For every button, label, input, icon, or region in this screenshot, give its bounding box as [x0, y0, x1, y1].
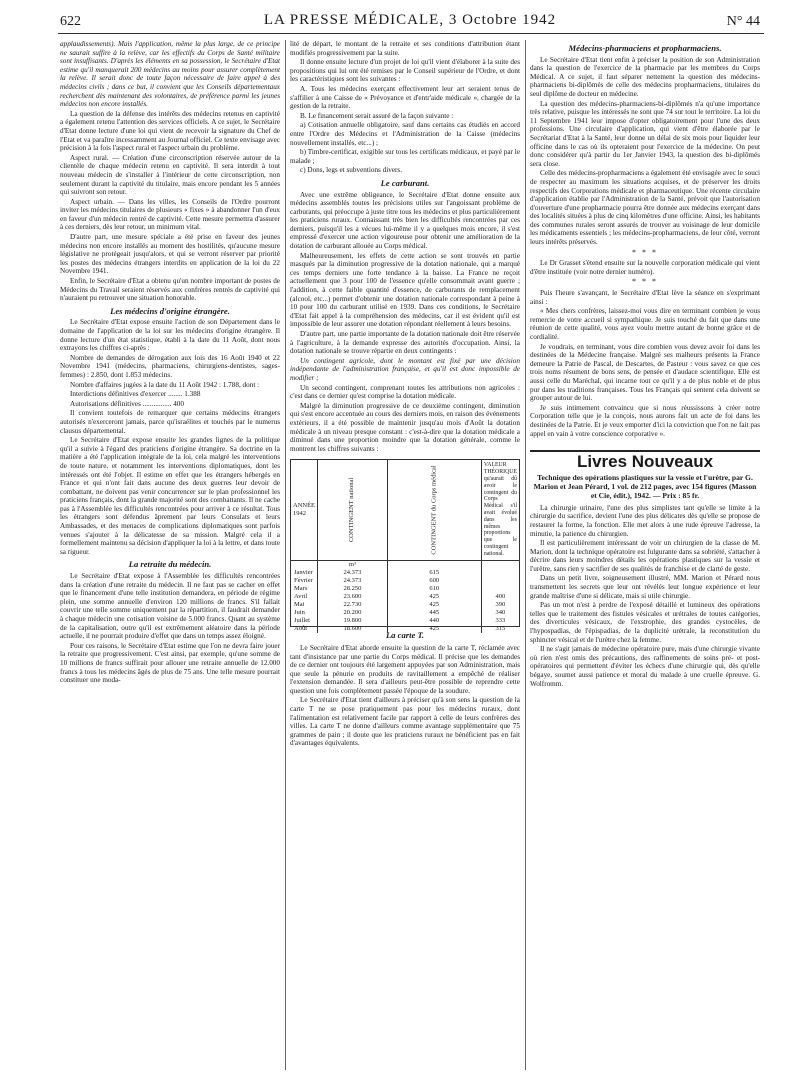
paragraph: La question des médecins-pharmaciens-bi-diplômés n'a qu'une importance très relative, puisque les intéressés ne sont que 74 sur tout le territoire. La loi du 11 Septembre 1941 leur impose d'opter obligatoirement pour l'une des deux professions. Une circulaire d'application, qui vient d'être élaborée par le Secrétariat d'Etat à la Santé, leur donne un délai de six mois pour liquider leur officine dans le cas où ils opteraient pour l'exercice de la médecine. On peut donc considérer qu'à partir du 1er Janvier 1943, la question des bi-diplômés sera close.: [530, 99, 760, 168]
section-heading: Le carburant.: [380, 177, 430, 188]
paragraph: Avec une extrême obligeance, le Secrétaire d'Etat donne ensuite aux médecins assemblés toutes les précisions utiles sur l'angoissant problème de carburants, qui préoccupe à juste titre tous les médecins et plus particulièrement les praticiens ruraux. Connaissant très bien les difficultés rencontrées par ces derniers, puisqu'il les a vécues lui-même il y a quelques mois encore, il s'est empressé d'exercer une action vigoureuse pour obtenir une amélioration de la dotation de carburant allouée au Corps médical.: [290, 190, 520, 251]
paragraph: Aspect urbain. — Dans les villes, les Conseils de l'Ordre pourront inviter les médecins titulaires de plusieurs « fixes » à abandonner l'un d'eux en faveur d'un médecin rentré de captivité. Cette mesure permettra d'assurer à ces derniers, dès leur retour, un minimum vital.: [60, 197, 280, 232]
paragraph: A. Tous les médecins exerçant effectivement leur art seraient tenus de s'affilier à une Caisse de « Prévoyance et d'entr'aide médicale », chargée de la gestion de la retraite.: [290, 84, 520, 111]
page-header: [60, 10, 760, 32]
paragraph: Il convient toutefois de remarquer que certains médecins étrangers autorisés n'exerceront jamais, parce qu'israélites et touchés par le numerus clausus départemental.: [60, 409, 280, 435]
table-cell-med: 440: [387, 617, 481, 625]
paragraph: D'autre part, une mesure spéciale a été prise en faveur des jeunes médecins non encore installés au moment des hostilités, qu'aucune mesure législative ne protégeait jusqu'alors, et qui se verront réserver par priorité les postes des médecins étrangers interdits en application de la loi du 22 Novembre 1941.: [60, 233, 280, 276]
paragraph: La question de la défense des intérêts des médecins retenus en captivité a également retenu l'attention des services officiels. A ce sujet, le Secrétaire d'Etat donne lecture d'une loi qui vient de recevoir la signature du Chef de l'Etat et va paraître incessamment au Journal officiel. Ce texte envisage avec précision à la fois l'aspect rural et l'aspect urbain du problème.: [60, 109, 280, 153]
paragraph: Malheureusement, les effets de cette action se sont trouvés en partie masqués par la diminution progressive de la dotation nationale, qui a marqué ces temps derniers une forte tendance à la baisse. La France ne reçoit actuellement que 3 pour 100 de l'essence qu'elle consommait avant guerre ; l'addition, à cette faible quantité d'essence, de carburants de remplacement (alcool, etc...) permet d'obtenir une dotation nationale correspondant à peine à 10 pour 100 du carburant utilisé en 1939. Dans ces conditions, le Secrétaire d'Etat fait appel à la compréhension des médecins, car il est évident qu'il est impossible de leur assurer une dotation répondant réellement à leurs besoins.: [290, 251, 520, 329]
table-cell-month: Février: [291, 577, 318, 585]
table-unit: m³: [318, 560, 387, 569]
paragraph: Le Secrétaire d'Etat expose ensuite les grandes lignes de la politique qu'il a suivie à l'égard des praticiens d'origine étrangère. Sa doctrine en la matière a été l'application intégrale de la loi, cela malgré les interventions de toute nature, et notamment les interventions diplomatiques, dont les intéressés ont été l'objet. Il estime en effet que les étrangers hébergés en France et qui n'ont fait dans aucune des deux guerres leur devoir de combattant, ne doivent pas venir concurrencer sur le plan professionnel les praticiens français, dont la grande majorité sont des combattants. Il ne cache pas à l'Assemblée les difficultés rencontrées pour arriver à ce résultat. Tous les étrangers sont défendus âprement par leurs Consulats et leurs Ambassades, et des menaces de complications diplomatiques sont parfois venues s'ajouter à la délicatesse de sa mission. Malgré cela il a formellement maintenu sa décision d'appliquer la loi à la lettre, et dans toute sa rigueur.: [60, 436, 280, 556]
separator-stars: * * *: [632, 277, 658, 287]
table-cell-theo: [481, 569, 519, 577]
table-cell-month: Janvier: [291, 569, 318, 577]
section-heading: Les médecins d'origine étrangère.: [110, 305, 230, 316]
table-cell-nat: 22.730: [318, 601, 387, 609]
table-cell-month: Mars: [291, 585, 318, 593]
column-3: [530, 40, 760, 1072]
column-2: [290, 40, 520, 1072]
table-cell-nat: 18.600: [318, 625, 387, 633]
table-row: [291, 625, 519, 633]
paragraph: Malgré la diminution progressive de ce deuxième contingent, diminution qui s'est encore accentuée au cours des derniers mois, en raison des événements extérieurs, il a été possible de maintenir jusqu'au mois d'Août la dotation médicale à un niveau presque constant : c'est-à-dire que la dotation médicale a diminué dans une proportion moindre que la dotation générale, comme le montrent les chiffres suivants :: [290, 401, 520, 453]
paragraph: Pour ces raisons, le Secrétaire d'Etat estime que l'on ne devra faire jouer la retraite que progressivement. C'est ainsi, par exemple, qu'une somme de 10 millions de francs suffirait pour allouer une retraite annuelle de 12.000 francs à tous les médecins âgés de plus de 75 ans. Une telle mesure pourrait constituer une moda-: [60, 641, 280, 685]
livres-nouveaux-title: Livres Nouveaux: [576, 452, 714, 472]
paragraph: Le Secrétaire d'Etat tient d'ailleurs à préciser qu'à son sens la question de la carte T ne se pose pratiquement pas pour les médecins ruraux, dont l'alimentation est relativement facile par rapport à celle de leurs confrères des villes. La carte T ne donne d'ailleurs comme avantage supplémentaire que 75 grammes de pain ; il doute que les praticiens ruraux ne bénéficient pas en fait d'avantages équivalents.: [290, 696, 520, 748]
paragraph: Puis l'heure s'avançant, le Secrétaire d'Etat lève la séance en s'exprimant ainsi :: [530, 289, 760, 306]
paragraph: c) Dons, legs et subventions divers.: [300, 166, 403, 175]
statistic-line: Autorisations définitives ................ 400: [70, 399, 184, 408]
table-cell-med: 615: [387, 569, 481, 577]
table-row: [291, 601, 519, 609]
statistic-line: Interdictions définitives d'exercer ........ 1.388: [70, 390, 201, 399]
paragraph: D'autre part, une partie importante de la dotation nationale doit être réservée à l'agriculture, à la demande expresse des autorités d'occupation. Ainsi, la dotation nationale se trouve répartie en deux contingents :: [290, 330, 520, 356]
table-header-year: ANNÉE 1942: [291, 460, 318, 560]
table-row: [291, 609, 519, 617]
column-1: [60, 40, 280, 1072]
paragraph: Il donne ensuite lecture d'un projet de loi qu'il vient d'élaborer à la suite des propositions qui lui ont été remises par le Conseil supérieur de l'Ordre, et dont les caractéristiques sont les suivantes :: [290, 58, 520, 84]
paragraph: Le Secrétaire d'Etat expose ensuite l'action de son Département dans le domaine de l'application de la loi sur les médecins d'origine étrangère. Il donne lecture d'un état statistique, établi à la date du 11 Août, dont nous extrayons les chiffres ci-après :: [60, 318, 280, 353]
paragraph: Le Dr Grasset s'étend ensuite sur la nouvelle corporation médicale qui vient d'être instituée (voir notre dernier numéro).: [530, 259, 760, 276]
table-cell-nat: 23.600: [318, 593, 387, 601]
paragraph: Nombre d'affaires jugées à la date du 11 Août 1942 : 1.788, dont :: [70, 380, 260, 389]
table-cell-theo: 390: [495, 600, 506, 608]
header-rule: [58, 33, 764, 34]
paragraph: lité de départ, le montant de la retraite et ses conditions d'attribution étant modifiés progressivement par la suite.: [290, 40, 520, 57]
table-cell-month: Mai: [291, 601, 318, 609]
paragraph: Le Secrétaire d'Etat tient enfin à préciser la position de son Administration dans la question de l'exercice de la pharmacie par les membres du Corps Médical. A ce sujet, il faut séparer nettement la question des médecins-pharmaciens bi-diplômés de celle des médecins propharmaciens, titulaires du seul diplôme de docteur en médecine.: [530, 55, 760, 98]
paragraph: Le Secrétaire d'Etat expose à l'Assemblée les difficultés rencontrées dans la création d'une retraite du médecin. Il ne faut pas se cacher en effet que le financement d'une telle institution demandera, en période de régime plein, une somme annuelle d'environ 120 millions de francs. S'il fallait couvrir une telle somme uniquement par la répartition, il faudrait demander à chaque médecin une cotisation voisine de 5.000 francs. Quant au système de la capitalisation, outre qu'il est extrêmement aléatoire dans la période actuelle, il ne pourrait produire d'effet que dans un temps assez éloigné.: [60, 572, 280, 641]
table-cell-med: 445: [387, 609, 481, 617]
table-cell-nat: 24.373: [318, 569, 387, 577]
paragraph: La chirurgie urinaire, l'une des plus simplistes tant qu'elle se limite à la chirurgie du sacrifice, devient l'une des plus délicates dès qu'elle se propose de restaurer la forme, la fonction. Elle met alors à une rude épreuve l'adresse, la minutie, la patience du chirurgien.: [530, 503, 760, 538]
paragraph: Pas un mot n'est à perdre de l'exposé détaillé et lumineux des opérations telles que le traitement des fistules vésicales et urétrales de toutes catégories, des diverticules vésicaux, de l'exstrophie, des grandes cystocèles, de l'hypospadias, de l'épispadias, de la duplicité urétrale, la reconstitution du sphincter vésical et de l'urètre chez la femme.: [530, 601, 760, 644]
table-cell-nat: 19.800: [318, 617, 387, 625]
paragraph: Un contingent agricole, dont le montant est fixé par une décision indépendante de l'administration française, et qu'il est donc impossible de modifier ;: [290, 356, 520, 382]
paragraph: a) Cotisation annuelle obligatoire, sauf dans certains cas étudiés en accord entre l'Ordre des Médecins et l'Administration de la Caisse (médecins nouvellement installés, etc...) ;: [290, 121, 520, 147]
paragraph: Il ne s'agit jamais de médecine opératoire pure, mais d'une chirurgie vivante où rien n'est omis des précautions, des raffinements de soins pré- et post-opératoires qui permettent d'éviter les échecs d'une chirurgie qui, dès qu'elle bégaye, soumet aussi patience et moral du malade à une cruelle épreuve. G. Wolfromm.: [530, 645, 760, 688]
paragraph: Il est particulièrement intéressant de voir un chirurgien de la classe de M. Marion, dont la technique opératoire est fulgurante dans sa sobriété, s'attacher à décrire dans leurs moindres détails les opérations plastiques sur la vessie et l'urètre, sans rien y sacrifier de ses qualités de franchise et de clarté de geste.: [530, 539, 760, 573]
table-cell-nat: 20.200: [318, 609, 387, 617]
book-title: Technique des opérations plastiques sur la vessie et l'urètre, par G. Marion et Jean Pérard, 1 vol. de 212 pages, avec 154 figures (Masson et Cie, édit.), 1942. — Prix : 85 fr.: [533, 472, 757, 500]
paragraph: Dans un petit livre, soigneusement illustré, MM. Marion et Pérard nous transmettent les secrets que leur ont révélés leur longue expérience et leur grande maîtrise d'une si délicate, mais si utile chirurgie.: [530, 574, 760, 600]
section-heading: Médecins-pharmaciens et propharmaciens.: [568, 43, 722, 53]
paragraph: Un second contingent, comprenant toutes les attributions non agricoles : c'est dans ce dernier qu'est comprise la dotation médicale.: [290, 383, 520, 401]
issue-number: N° 44: [726, 14, 760, 29]
page-number: 622: [60, 14, 81, 29]
paragraph: Je voudrais, en terminant, vous dire combien vous devez avoir foi dans les destinées de la Médecine française. Malgré ses malheurs présents la France demeure la Patrie de Pascal, de Descartes, de Pasteur : vous savez ce que ces trois noms résument de bons sens, de pensée et d'audace scientifique. Elle est aussi celle du Maréchal, qui incarne tout ce qu'il y a de plus noble et de plus pur dans les traditions françaises. Tous les Français qui sentent cela doivent se grouper autour de lui.: [530, 342, 760, 403]
table-cell-nat: 28.250: [318, 585, 387, 593]
table-cell-month: Juin: [291, 609, 318, 617]
separator-stars: * * *: [632, 247, 658, 257]
paragraph: « Mes chers confrères, laissez-moi vous dire en terminant combien je vous remercie de votre accueil si sympathique. Je suis touché du fait que dans une réunion de cette qualité, vous ayez voulu mettre autant de bonne grâce et de cordialité.: [530, 307, 760, 341]
table-cell-theo: 315: [495, 624, 506, 632]
table-cell-theo: 400: [495, 592, 506, 600]
paragraph: Nombre de demandes de dérogation aux lois des 16 Août 1940 et 22 Novembre 1941 (médecins, pharmaciens, chirurgiens-dentistes, sages-femmes) : 2.850, dont 1.853 médecins.: [60, 353, 280, 379]
table-cell-theo: [481, 585, 519, 593]
table-row: [291, 577, 519, 585]
column-divider-1: [285, 40, 286, 1070]
fuel-table: [290, 459, 520, 632]
paragraph: Aspect rural. — Création d'une circonscription réservée autour de la clientèle de chaque médecin retenu en captivité. Il sera interdit à tout nouveau médecin de s'installer à l'intérieur de cette circonscription, non seulement durant la captivité du titulaire, mais encore pendant les 5 années qui suivront son retour.: [60, 153, 280, 197]
table-cell-theo: [481, 577, 519, 585]
column-divider-2: [525, 40, 526, 1070]
table-header-theoretical: VALEUR THÉORIQUE qu'aurait dû avoir le contingent du Corps Médical s'il avait évolué dans les mêmes proportions que le contingent national.: [481, 460, 519, 560]
table-row: [291, 585, 519, 593]
table-cell-month: Août: [291, 625, 318, 633]
table-cell-month: Juillet: [291, 617, 318, 625]
table-header-medical: CONTINGENT du Corps médical: [387, 460, 481, 560]
table-row: [291, 593, 519, 601]
table-cell-med: 600: [387, 577, 481, 585]
table-cell-med: 425: [387, 601, 481, 609]
paragraph: Le Secrétaire d'Etat aborde ensuite la question de la carte T, réclamée avec tant d'insistance par une partie du Corps médical. Il précise que les demandes de ce dernier ont toujours été largement appuyées par son Administration, mais que seule la pénurie en produits de ravitaillement a empêché de réaliser l'extension demandée. Il sera d'ailleurs peut-être possible de reprendre cette question une fois complètement passée l'époque de la soudure.: [290, 643, 520, 695]
paragraph: b) Timbre-certificat, exigible sur tous les certificats médicaux, et payé par le malade ;: [290, 148, 520, 165]
section-heading: La retraite du médecin.: [128, 559, 212, 570]
paragraph: B. Le financement serait assuré de la façon suivante :: [300, 111, 454, 120]
table-row: [291, 617, 519, 625]
table-cell-theo: 340: [495, 608, 506, 616]
paragraph: Celle des médecins-propharmaciens a également été envisagée avec le souci de respecter au maximum les situations acquises, et de préserver les droits respectifs des Corporations médicale et pharmaceutique. Une récente circulaire d'application établie par l'Administration de la Santé, prévoit que l'autorisation d'ouverture d'une propharmacie pourra être donnée aux médecins exerçant dans des localités situées à plus de cinq kilomètres d'une officine. Ainsi, les habitants des communes rurales seront assurés de trouver au voisinage de leur domicile les médicaments essentiels ; les médecins-propharmaciens, de leur côté, verront leurs intérêts préservés.: [530, 169, 760, 247]
journal-title: LA PRESSE MÉDICALE, 3 Octobre 1942: [263, 12, 557, 28]
table-cell-theo: 333: [495, 616, 506, 624]
table-cell-nat: 24.373: [318, 577, 387, 585]
table-cell-med: 425: [387, 625, 481, 633]
paragraph: Je suis intimement convaincu que si nous réussissons à créer notre Corporation telle que je la conçois, nous aurons fait un acte de foi dans les destinées de la Patrie. Et je veux emporter d'ici la conviction que l'on ne fait pas appel en vain à votre conscience corporative ».: [530, 403, 760, 438]
section-heading: La carte T.: [385, 630, 425, 641]
paragraph: Enfin, le Secrétaire d'Etat a obtenu qu'un nombre important de postes de Médecins du Travail seraient réservés aux confrères rentrés de captivité qui n'auraient pu retrouver une situation honorable.: [60, 277, 280, 303]
table-cell-med: 425: [387, 593, 481, 601]
table-cell-month: Avril: [291, 593, 318, 601]
table-cell-med: 610: [387, 585, 481, 593]
table-row: [291, 569, 519, 577]
paragraph: applaudissements). Mais l'application, même la plus large, de ce principe ne saurait suffire à la relève, car les effectifs du Corps de Santé militaire sont insuffisants. D'après les éléments en sa possession, le Secrétaire d'Etat estime qu'il manquerait 200 médecins au moins pour assurer complètement la relève. Il serait donc de toute façon nécessaire de faire appel à des médecins civils ; dans ce but, il convient que les Conseils départementaux recherchent dès maintenant des volontaires, de préférence parmi les jeunes médecins non encore installés.: [60, 40, 280, 109]
table-header-national: CONTINGENT national: [318, 460, 387, 560]
